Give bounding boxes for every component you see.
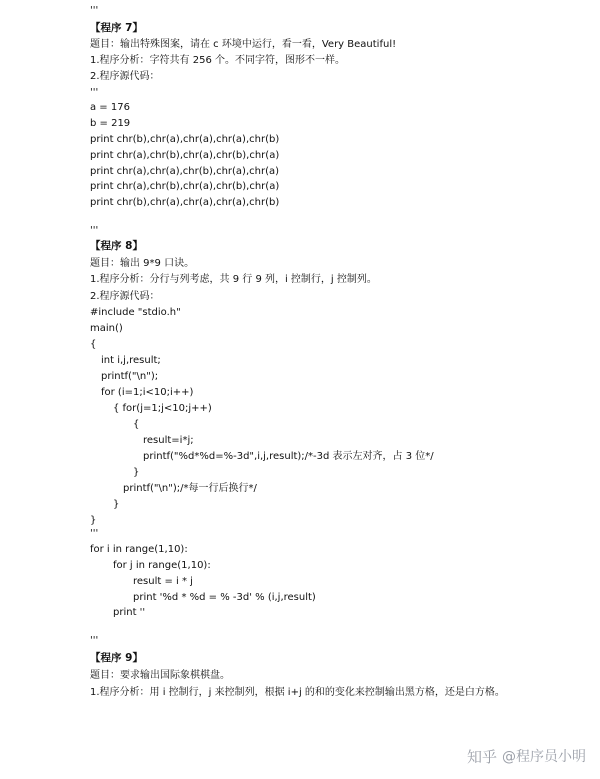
code-line: int i,j,result; <box>101 355 161 366</box>
problem-title-7: 题目：输出特殊图案，请在 c 环境中运行，看一看，Very Beautiful! <box>90 39 397 50</box>
code-line: printf("\n"); <box>101 371 159 382</box>
code-line: for (i=1;i<10;i++) <box>101 387 194 398</box>
code-line: for j in range(1,10): <box>113 560 211 571</box>
code-line: print chr(a),chr(a),chr(b),chr(a),chr(a) <box>90 166 279 177</box>
code-line: print '%d * %d = % -3d' % (i,j,result) <box>133 592 316 603</box>
analysis-8: 1.程序分析：分行与列考虑，共 9 行 9 列，i 控制行，j 控制列。 <box>90 274 377 285</box>
code-line: result = i * j <box>133 576 193 587</box>
code-line: for i in range(1,10): <box>90 544 188 555</box>
quote-marker: ''' <box>90 5 99 16</box>
code-line: print chr(a),chr(b),chr(a),chr(b),chr(a) <box>90 181 280 192</box>
quote-marker: ''' <box>90 528 99 539</box>
watermark <box>467 745 586 767</box>
code-line: { <box>133 419 140 430</box>
code-line: a = 176 <box>90 102 130 113</box>
section-heading-program-7: 【程序 7】 <box>90 22 143 34</box>
quote-marker: ''' <box>90 87 99 98</box>
code-line: printf("%d*%d=%-3d",i,j,result);/*-3d 表示左对齐，占 3 位*/ <box>143 451 434 462</box>
quote-marker: ''' <box>90 635 99 646</box>
code-line: { <box>90 339 97 350</box>
code-line: #include "stdio.h" <box>90 307 181 318</box>
code-line: print chr(b),chr(a),chr(a),chr(a),chr(b) <box>90 134 280 145</box>
code-line: print chr(b),chr(a),chr(a),chr(a),chr(b) <box>90 197 280 208</box>
code-line: } <box>133 467 140 478</box>
watermark-site: 知乎 <box>466 747 497 766</box>
source-label-8: 2.程序源代码： <box>90 291 160 302</box>
code-line: result=i*j; <box>143 435 194 446</box>
quote-marker: ''' <box>90 225 99 236</box>
code-line: } <box>90 515 97 526</box>
code-line: print chr(a),chr(b),chr(a),chr(b),chr(a) <box>90 150 280 161</box>
section-heading-program-9: 【程序 9】 <box>90 652 143 664</box>
problem-title-9: 题目：要求输出国际象棋棋盘。 <box>90 670 230 681</box>
code-line: printf("\n");/*每一行后换行*/ <box>123 483 257 494</box>
analysis-9: 1.程序分析：用 i 控制行，j 来控制列，根据 i+j 的和的变化来控制输出黑方格，还是白方格。 <box>90 687 505 698</box>
code-line: { for(j=1;j<10;j++) <box>113 403 212 414</box>
code-line: } <box>113 499 120 510</box>
code-line: b = 219 <box>90 118 131 129</box>
code-line: main() <box>90 323 123 334</box>
section-heading-program-8: 【程序 8】 <box>90 240 143 252</box>
watermark-author: @程序员小明 <box>502 749 586 765</box>
code-line: print '' <box>113 607 146 618</box>
analysis-7: 1.程序分析：字符共有 256 个。不同字符，图形不一样。 <box>90 55 345 66</box>
problem-title-8: 题目：输出 9*9 口诀。 <box>90 258 195 269</box>
source-label-7: 2.程序源代码： <box>90 71 160 82</box>
